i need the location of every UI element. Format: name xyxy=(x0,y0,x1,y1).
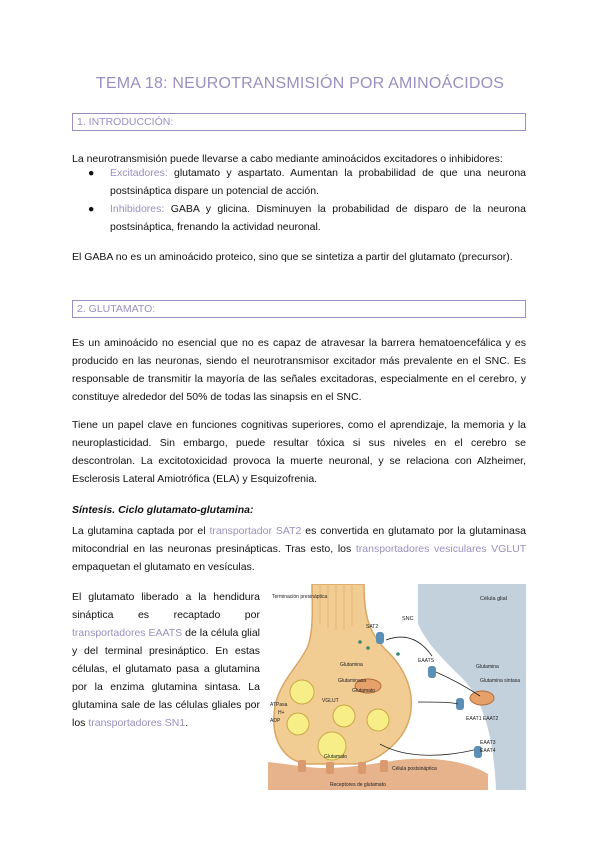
label-receptores: Receptores de glutamato xyxy=(330,782,386,788)
bullet-icon: ● xyxy=(88,203,95,215)
label-atpasa: ATPasa xyxy=(270,702,288,708)
bullet-term: Inhibidores: xyxy=(110,203,165,215)
text-run: empaquetan el glutamato en vesículas. xyxy=(72,561,255,573)
label-snc: SNC xyxy=(402,616,414,622)
section-heading-introduccion: 1. INTRODUCCIÓN: xyxy=(72,113,526,131)
label-eaat3: EAAT3 xyxy=(480,740,496,746)
label-glutamato: Glutamato xyxy=(352,688,376,694)
label-glutamina-sintasa: Glutamina sintasa xyxy=(480,678,521,684)
intro-paragraph: La neurotransmisión puede llevarse a cabo mediante aminoácidos excitadores o inhibidores: xyxy=(72,153,503,165)
transporter-eaats xyxy=(428,666,436,678)
vesicle xyxy=(333,705,355,727)
mitochondrion xyxy=(470,691,494,705)
label-glial: Célula glial xyxy=(480,596,507,602)
label-glutamina: Glutamina xyxy=(340,662,363,668)
gaba-paragraph: El GABA no es un aminoácido proteico, sino que se sintetiza a partir del glutamato (precursor). xyxy=(72,251,513,263)
bullet-icon: ● xyxy=(88,167,95,179)
section-heading-glutamato: 2. GLUTAMATO: xyxy=(72,300,526,318)
text-run: . xyxy=(185,717,189,729)
reuptake-paragraph xyxy=(72,588,260,732)
text-run: de la célula glial y del terminal presináptico. En estas células, el glutamato pasa a glutamina por la enzima glutamina sintasa. La glutamina sale de las células gliales por los xyxy=(72,627,261,729)
label-adp: ADP xyxy=(270,718,281,724)
label-hplus: H+ xyxy=(278,710,285,716)
transporter-sat2 xyxy=(376,632,384,644)
glutamato-paragraph-1: Es un aminoácido no esencial que no es capaz de atravesar la barrera hematoencefálica y es producido en las neuronas, siendo el neurotransmisor excitador más prevalente en el SNC. Es responsable de transmitir la mayoría de las señales excitadoras, especialmente en el cerebro, y constituye alrededor del 50% de todas las sinapsis en el SNC. xyxy=(72,337,526,403)
label-vglut: VGLUT xyxy=(322,698,339,704)
molecule xyxy=(366,646,370,650)
bullet-term: Excitadores: xyxy=(110,167,168,179)
molecule xyxy=(358,640,362,644)
label-post: Célula postsináptica xyxy=(392,766,437,772)
text-run: La glutamina captada por el xyxy=(72,525,210,537)
molecule xyxy=(396,652,400,656)
synthesis-paragraph xyxy=(72,522,526,576)
page-title: TEMA 18: NEUROTRANSMISIÓN POR AMINOÁCIDOS xyxy=(95,75,505,92)
label-glutaminasa: Glutaminasa xyxy=(338,678,367,684)
label-sat2: SAT2 xyxy=(366,624,379,630)
label-eaats: EAATS xyxy=(418,658,435,664)
highlight-sn1: transportadores SN1 xyxy=(88,717,186,729)
label-eaat4: EAAT4 xyxy=(480,748,496,754)
vesicle xyxy=(290,680,314,704)
glutamato-paragraph-2: Tiene un papel clave en funciones cognitivas superiores, como el aprendizaje, la memoria y la neuroplasticidad. Sin embargo, puede resultar tóxica si sus niveles en el cerebro se descontrolan. La excitotoxicidad provoca la muerte neuronal, y se relaciona con Alzheimer, Esclerosis Lateral Amiotrófica (ELA) y Esquizofrenia. xyxy=(72,419,526,485)
bullet-text: glutamato y aspartato. Aumentan la probabilidad de que una neurona postsináptica dispare un potencial de acción. xyxy=(110,167,526,197)
vesicle xyxy=(367,709,389,731)
bullet-list xyxy=(88,164,526,236)
highlight-vglut: transportadores vesiculares VGLUT xyxy=(355,543,526,555)
synapse-diagram xyxy=(268,584,526,790)
receptor xyxy=(358,762,366,774)
subsection-title: Síntesis. Ciclo glutamato-glutamina: xyxy=(72,504,254,516)
receptor xyxy=(298,760,306,772)
label-glutamato-cleft: Glutamato xyxy=(324,754,348,760)
highlight-eaats: transportadores EAATS xyxy=(72,627,183,639)
list-item-excitadores xyxy=(88,164,526,200)
receptor xyxy=(380,760,388,772)
vesicle xyxy=(287,713,309,735)
label-eaat12: EAAT1 EAAT2 xyxy=(466,716,499,722)
highlight-sat2: transportador SAT2 xyxy=(209,525,302,537)
text-run: es convertida en glutamato por la glutaminasa mitocondrial en las neuronas presinápticas. Tras esto, los xyxy=(72,525,526,555)
receptor xyxy=(326,762,334,774)
bullet-text: GABA y glicina. Disminuyen la probabilidad de disparo de la neurona postsináptica, frenando la actividad neuronal. xyxy=(110,203,526,233)
label-glutamina-glial: Glutamina xyxy=(476,664,499,670)
list-item-inhibidores xyxy=(88,200,526,236)
label-terminal: Terminación presináptica xyxy=(272,594,328,600)
text-run: El glutamato liberado a la hendidura sináptica es recaptado por xyxy=(72,591,260,621)
